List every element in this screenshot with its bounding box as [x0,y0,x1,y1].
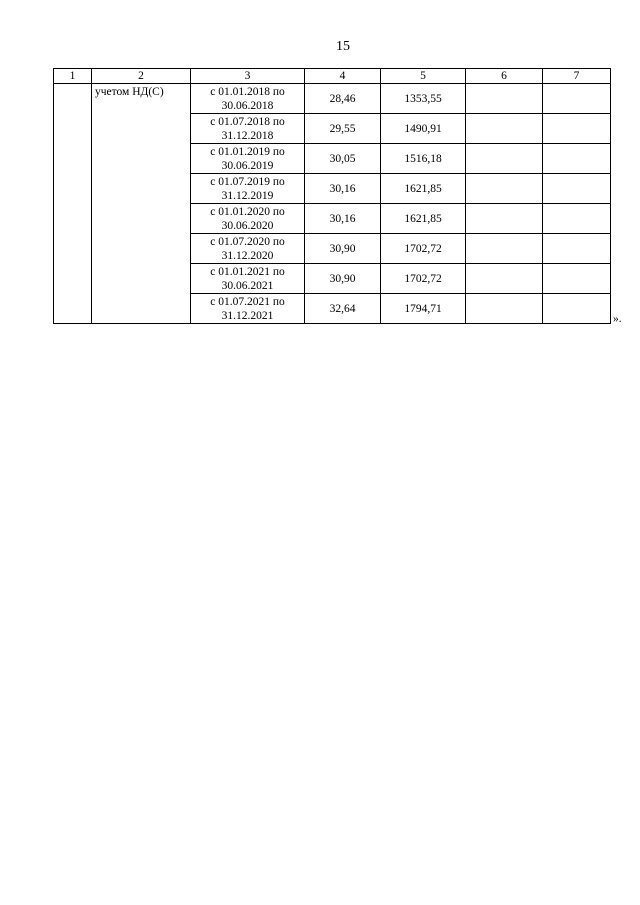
value-col4: 29,55 [305,114,381,144]
column-header-7: 7 [543,69,611,84]
value-col5: 1621,85 [381,204,466,234]
value-col6 [466,144,543,174]
value-col7 [543,294,611,324]
period-start: с 01.07.2018 по [210,115,285,128]
closing-quote-mark: ». [613,313,622,325]
value-col4: 30,90 [305,264,381,294]
value-col5: 1621,85 [381,174,466,204]
period-start: с 01.01.2019 по [210,145,285,158]
value-col7 [543,144,611,174]
value-col4: 30,90 [305,234,381,264]
period-start: с 01.01.2021 по [210,265,285,278]
period-start: с 01.07.2019 по [210,175,285,188]
tariff-table [53,68,611,324]
period-end: 31.12.2018 [221,129,274,142]
number-cell [54,84,92,324]
value-col6 [466,294,543,324]
value-col6 [466,234,543,264]
value-col5: 1702,72 [381,264,466,294]
period-end: 30.06.2018 [221,99,274,112]
period-end: 31.12.2020 [221,249,274,262]
header-row [54,69,611,84]
name-cell: учетом НД(С) [92,84,191,324]
value-col4: 30,05 [305,144,381,174]
value-col5: 1516,18 [381,144,466,174]
value-col7 [543,264,611,294]
period-cell [191,84,305,114]
period-start: с 01.01.2018 по [210,85,285,98]
value-col6 [466,204,543,234]
value-col7 [543,234,611,264]
value-col7 [543,174,611,204]
column-header-5: 5 [381,69,466,84]
period-start: с 01.07.2020 по [210,235,285,248]
value-col4: 28,46 [305,84,381,114]
column-header-4: 4 [305,69,381,84]
value-col7 [543,84,611,114]
period-cell [191,234,305,264]
column-header-1: 1 [54,69,92,84]
page-number: 15 [336,39,350,54]
value-col6 [466,84,543,114]
period-end: 30.06.2021 [221,279,274,292]
period-end: 31.12.2021 [221,309,274,322]
value-col4: 30,16 [305,174,381,204]
period-cell [191,204,305,234]
value-col6 [466,174,543,204]
value-col4: 32,64 [305,294,381,324]
value-col5: 1490,91 [381,114,466,144]
period-start: с 01.07.2021 по [210,295,285,308]
value-col5: 1702,72 [381,234,466,264]
period-cell [191,114,305,144]
column-header-3: 3 [191,69,305,84]
value-col5: 1794,71 [381,294,466,324]
value-col5: 1353,55 [381,84,466,114]
table-row [54,84,611,114]
period-cell [191,264,305,294]
value-col6 [466,114,543,144]
column-header-2: 2 [92,69,191,84]
column-header-6: 6 [466,69,543,84]
period-end: 31.12.2019 [221,189,274,202]
value-col7 [543,204,611,234]
period-end: 30.06.2019 [221,159,274,172]
period-start: с 01.01.2020 по [210,205,285,218]
period-cell [191,174,305,204]
value-col7 [543,114,611,144]
period-cell [191,144,305,174]
period-cell [191,294,305,324]
value-col6 [466,264,543,294]
value-col4: 30,16 [305,204,381,234]
period-end: 30.06.2020 [221,219,274,232]
